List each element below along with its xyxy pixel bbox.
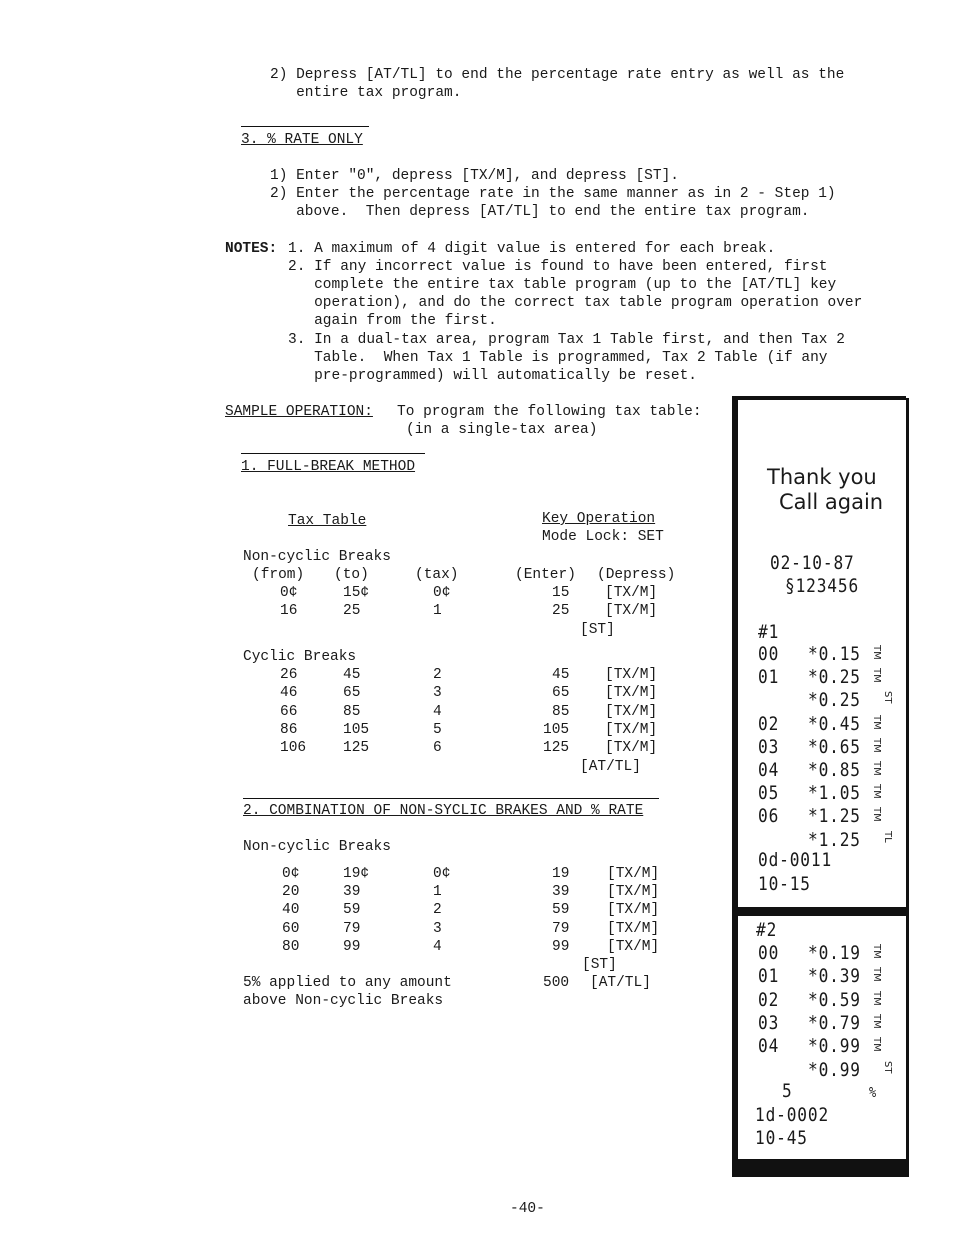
receipt-mark: ST: [882, 691, 893, 704]
m2-noncyclic-label: Non-cyclic Breaks: [243, 839, 391, 855]
sample-text1: To program the following tax table:: [397, 404, 702, 420]
m2-pct-line1: 5% applied to any amount: [243, 975, 452, 991]
col-to: (to): [334, 567, 369, 583]
cell-key: [TX/M]: [605, 721, 658, 738]
receipt-amount: *0.19: [808, 942, 861, 964]
note-line: 2. If any incorrect value is found to have been entered, first: [288, 259, 828, 275]
cell-from: 60: [282, 920, 300, 937]
receipt-code: 01: [758, 666, 780, 689]
note-line: operation), and do the correct tax table program operation over: [288, 295, 863, 311]
sample-label: SAMPLE OPERATION:: [225, 404, 373, 420]
notes-label: NOTES:: [225, 241, 278, 257]
cell-tax: 6: [433, 740, 442, 757]
receipt-amount: *0.79: [808, 1011, 861, 1034]
receipt-mark: TM: [871, 761, 882, 776]
mode-lock: Mode Lock: SET: [542, 529, 664, 545]
receipt-amount: *1.25: [808, 828, 861, 851]
cell-from: 66: [280, 703, 298, 720]
cell-tax: 3: [433, 685, 442, 702]
cell-to: 99: [343, 938, 361, 955]
receipt-amount: *1.05: [808, 782, 861, 805]
note-line: again from the first.: [288, 313, 497, 329]
cell-tax: 5: [433, 721, 442, 738]
receipt-mark: ST: [882, 1060, 893, 1073]
receipt-mark: TM: [871, 645, 882, 660]
receipt-code: 01: [758, 965, 780, 988]
receipt-store: §123456: [785, 575, 860, 597]
note-line: 1. A maximum of 4 digit value is entered for each break.: [288, 241, 776, 257]
receipt-code: 00: [758, 942, 780, 964]
step2-line2: entire tax program.: [270, 85, 462, 101]
m2-st-key: [ST]: [582, 957, 617, 973]
receipt-amount: *0.45: [808, 712, 861, 735]
cell-to: 79: [343, 920, 361, 937]
receipt-code: 02: [758, 712, 780, 735]
receipt-code: 04: [758, 1035, 780, 1058]
note-line: 3. In a dual-tax area, program Tax 1 Table first, and then Tax 2: [288, 332, 845, 348]
cell-key: [TX/M]: [605, 703, 658, 720]
receipt-code: 05: [758, 782, 780, 805]
cell-enter: 59: [552, 902, 570, 919]
receipt-mark: TM: [871, 1013, 882, 1029]
cell-to: 15¢: [343, 585, 370, 601]
cell-to: 85: [343, 703, 361, 720]
cell-tax: 2: [433, 902, 442, 919]
cell-key: [TX/M]: [607, 884, 660, 901]
receipt-code: 03: [758, 735, 780, 758]
receipt-code: 04: [758, 759, 780, 781]
cell-enter: 39: [552, 884, 570, 901]
receipt-mark: TM: [871, 944, 882, 959]
cell-enter: 79: [552, 920, 570, 937]
cell-tax: 1: [433, 884, 442, 901]
cell-tax: 0¢: [433, 585, 451, 601]
receipt-bottom-edge: [732, 1159, 906, 1175]
cell-tax: 4: [433, 938, 442, 955]
tax-table-label: Tax Table: [288, 513, 367, 529]
cell-tax: 2: [433, 667, 442, 683]
s3-line3: above. Then depress [AT/TL] to end the entire tax program.: [270, 204, 810, 220]
page-number: -40-: [510, 1201, 545, 1217]
receipt-tear-band: [732, 907, 906, 916]
cell-from: 26: [280, 667, 298, 683]
receipt-block2-footer2: 10-45: [755, 1127, 808, 1149]
cell-key: [TX/M]: [605, 585, 658, 601]
cell-from: 80: [282, 938, 300, 955]
receipt-mark: TM: [871, 737, 882, 753]
receipt-code: 02: [758, 988, 780, 1011]
receipt-block1-footer2: 10-15: [758, 873, 811, 895]
cell-tax: 3: [433, 920, 442, 937]
s3-line2: 2) Enter the percentage rate in the same manner as in 2 - Step 1): [270, 186, 836, 202]
receipt-amount: *0.85: [808, 759, 861, 781]
noncyclic-label: Non-cyclic Breaks: [243, 549, 391, 565]
cell-key: [TX/M]: [607, 938, 660, 955]
cell-to: 65: [343, 685, 361, 702]
receipt-mark: TM: [871, 807, 882, 823]
receipt-code: 06: [758, 805, 780, 828]
receipt-code: 00: [758, 643, 780, 665]
receipt-amount: *0.25: [808, 689, 861, 712]
receipt-mark: TM: [871, 967, 882, 983]
receipt-pct-sign: %: [869, 1085, 878, 1101]
method2-title: 2. COMBINATION OF NON-SYCLIC BRAKES AND % RATE: [243, 803, 644, 819]
cell-from: 16: [280, 603, 298, 619]
cell-key: [TX/M]: [605, 740, 658, 757]
receipt-mark: TM: [871, 784, 882, 799]
step2-line1: 2) Depress [AT/TL] to end the percentage rate entry as well as the: [270, 67, 845, 83]
cell-to: 39: [343, 884, 361, 901]
cyclic-label: Cyclic Breaks: [243, 649, 357, 665]
cell-to: 25: [343, 603, 361, 619]
receipt-thank-you: Thank you: [767, 465, 877, 489]
cell-to: 59: [343, 902, 361, 919]
method1-rule: [241, 453, 425, 454]
receipt-block1-label: #1: [758, 621, 780, 643]
cell-tax: 0¢: [433, 866, 451, 882]
cell-key: [TX/M]: [605, 603, 658, 619]
receipt-code: 03: [758, 1011, 780, 1034]
col-depress: (Depress): [597, 567, 676, 583]
s3-line1: 1) Enter "0", depress [TX/M], and depress [ST].: [270, 168, 679, 184]
cell-key: [TX/M]: [607, 866, 660, 882]
receipt-date: 02-10-87: [770, 552, 855, 574]
receipt-pct-value: 5: [782, 1080, 793, 1102]
receipt-amount: *0.15: [808, 643, 861, 665]
cell-from: 46: [280, 685, 298, 702]
receipt-mark: TM: [871, 668, 882, 683]
cell-enter: 15: [552, 585, 570, 601]
cell-enter: 65: [552, 685, 570, 702]
m2-pct-enter: 500: [543, 975, 570, 991]
receipt-mark: TL: [882, 830, 893, 843]
m1-st-key: [ST]: [580, 622, 615, 638]
m1-attl-key: [AT/TL]: [580, 759, 641, 775]
cell-key: [TX/M]: [607, 902, 660, 919]
section3-rule: [241, 126, 369, 127]
cell-from: 20: [282, 884, 300, 901]
receipt-block2-label: #2: [756, 919, 778, 941]
note-line: complete the entire tax table program (up to the [AT/TL] key: [288, 277, 837, 293]
cell-from: 40: [282, 902, 300, 919]
cell-enter: 19: [552, 866, 570, 882]
receipt-top-edge: [732, 396, 906, 400]
receipt-block2-footer1: 1d-0002: [755, 1104, 830, 1126]
receipt-amount: *0.65: [808, 735, 861, 758]
cell-to: 19¢: [343, 866, 370, 882]
col-enter: (Enter): [515, 567, 576, 583]
m2-pct-line2: above Non-cyclic Breaks: [243, 993, 444, 1009]
receipt-block1-footer1: 0d-0011: [758, 849, 833, 871]
col-tax: (tax): [415, 567, 459, 583]
receipt-call-again: Call again: [779, 490, 884, 514]
sample-text2: (in a single-tax area): [406, 422, 598, 438]
cell-enter: 99: [552, 938, 570, 955]
receipt-amount: *0.99: [808, 1035, 861, 1058]
note-line: Table. When Tax 1 Table is programmed, Tax 2 Table (if any: [288, 350, 828, 366]
cell-tax: 1: [433, 603, 442, 619]
method2-rule: [243, 798, 659, 799]
receipt-mark: TM: [871, 1037, 882, 1052]
m2-pct-key: [AT/TL]: [590, 975, 651, 991]
receipt-mark: TM: [871, 714, 882, 730]
note-line: pre-programmed) will automatically be reset.: [288, 368, 697, 384]
receipt-amount: *0.39: [808, 965, 861, 988]
cell-to: 125: [343, 740, 370, 757]
receipt-amount: *1.25: [808, 805, 861, 828]
key-operation-label: Key Operation: [542, 511, 656, 527]
section3-title: 3. % RATE ONLY: [241, 132, 363, 148]
receipt-amount: *0.99: [808, 1058, 861, 1081]
receipt-amount: *0.59: [808, 988, 861, 1011]
cell-from: 0¢: [282, 866, 300, 882]
cell-key: [TX/M]: [607, 920, 660, 937]
cell-key: [TX/M]: [605, 685, 658, 702]
cell-enter: 45: [552, 667, 570, 683]
cell-enter: 85: [552, 703, 570, 720]
col-from: (from): [252, 567, 305, 583]
cell-from: 0¢: [280, 585, 298, 601]
cell-from: 106: [280, 740, 307, 757]
cell-to: 105: [343, 721, 370, 738]
receipt-mark: TM: [871, 990, 882, 1006]
method1-title: 1. FULL-BREAK METHOD: [241, 459, 416, 475]
cell-tax: 4: [433, 703, 442, 720]
cell-enter: 25: [552, 603, 570, 619]
cell-enter: 105: [543, 721, 570, 738]
cell-from: 86: [280, 721, 298, 738]
cell-enter: 125: [543, 740, 570, 757]
receipt-amount: *0.25: [808, 666, 861, 689]
cell-to: 45: [343, 667, 361, 683]
cell-key: [TX/M]: [605, 667, 658, 683]
